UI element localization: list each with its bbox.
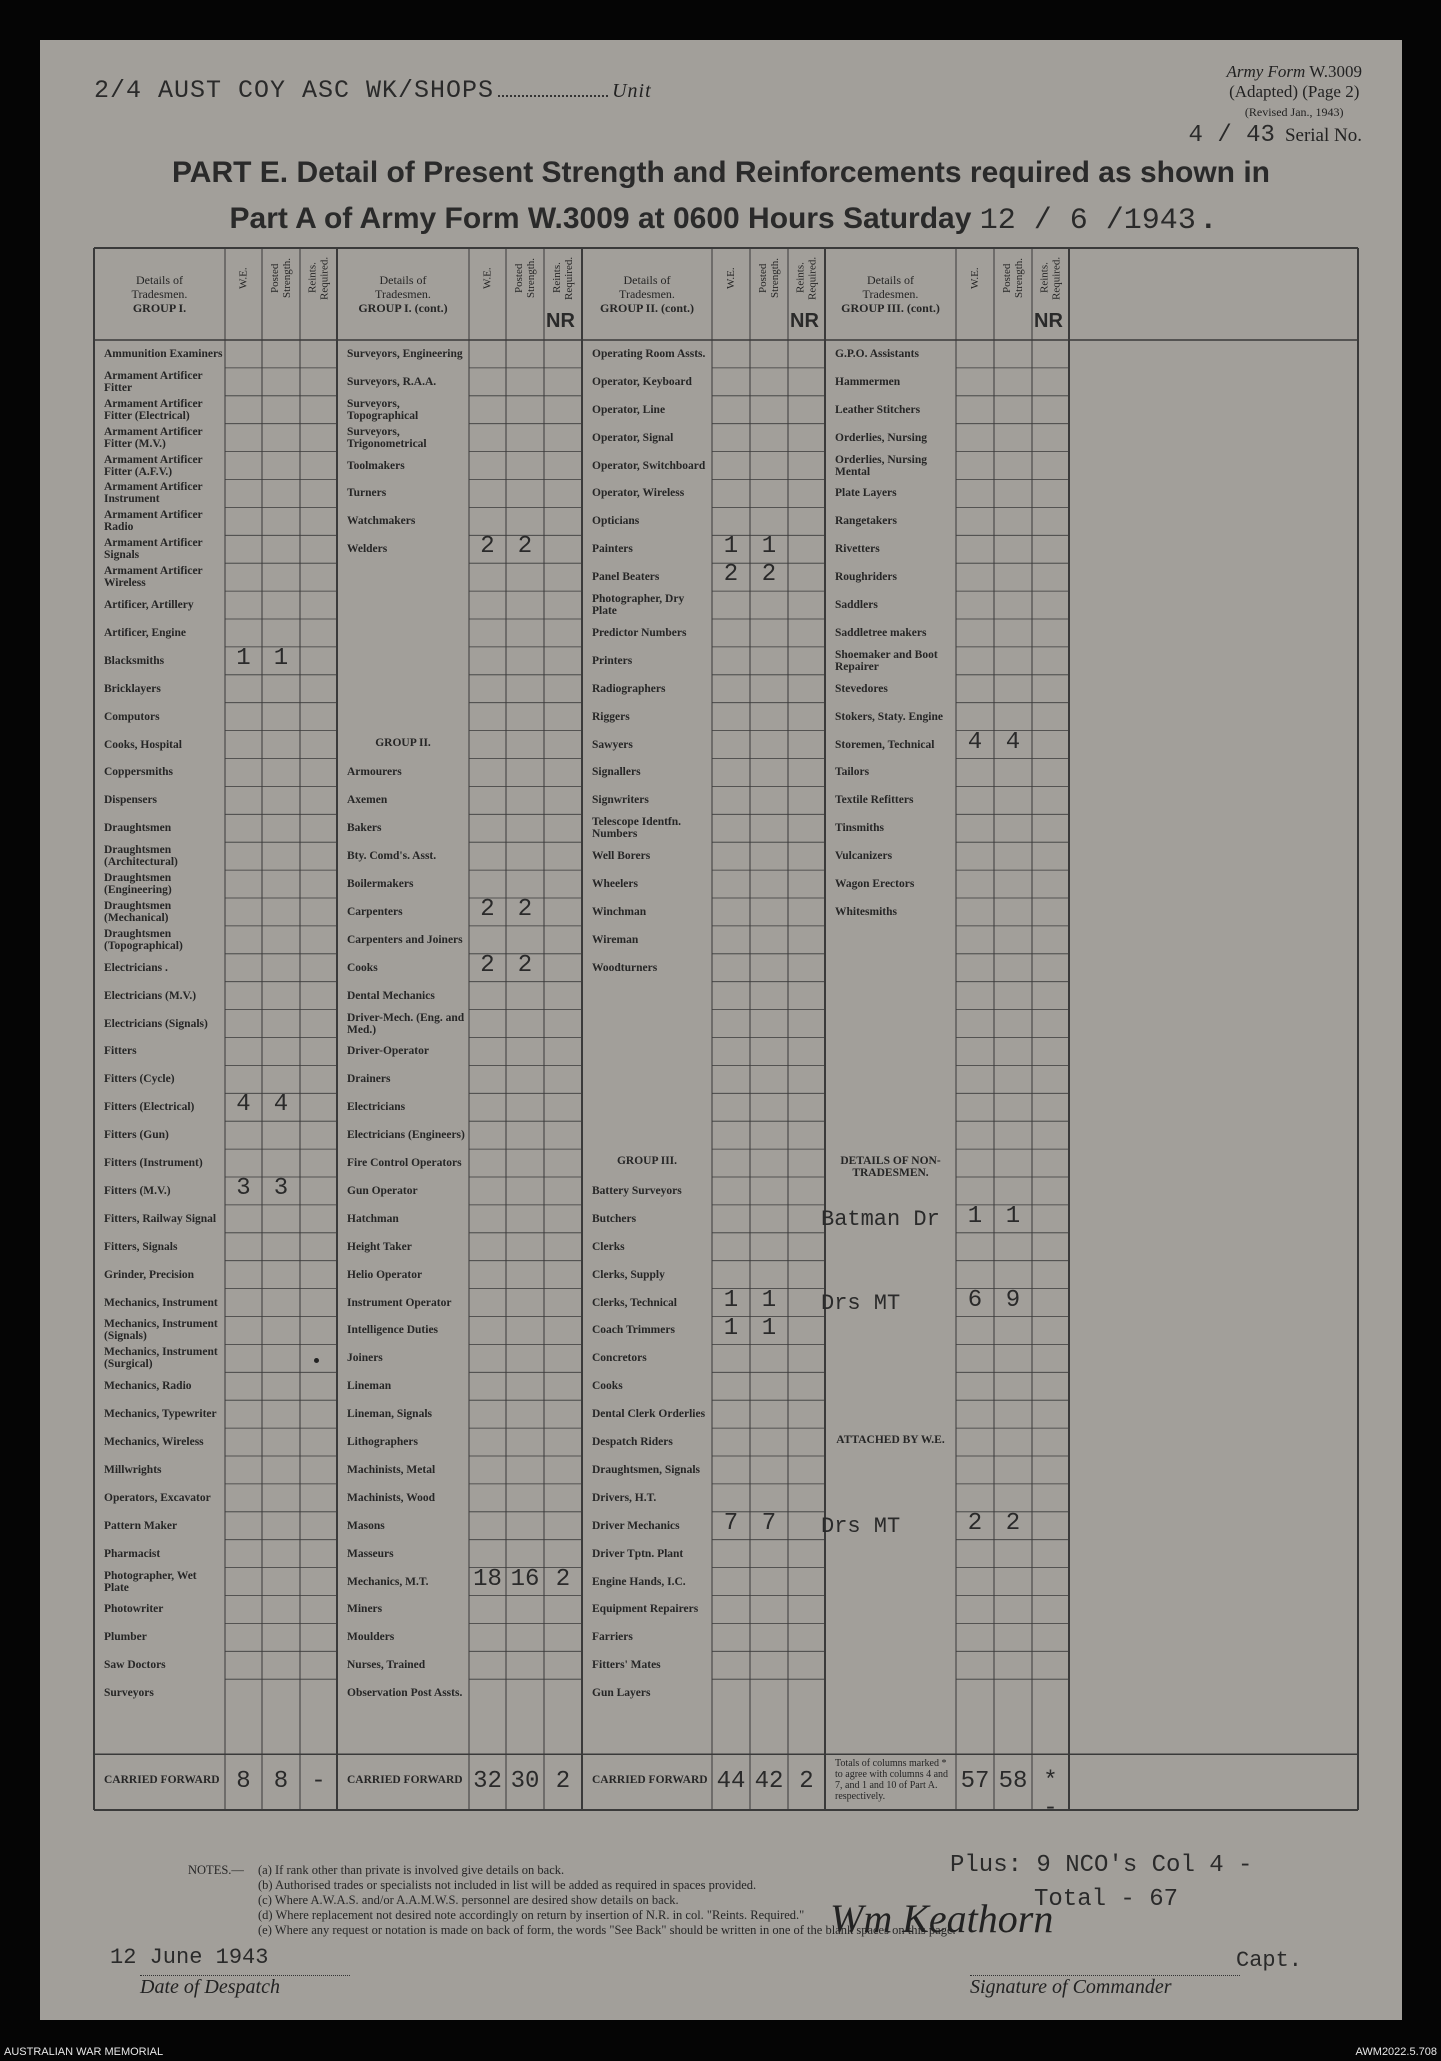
strength-value: 1 (236, 644, 251, 672)
column-header-reints: Reints. Required. (551, 256, 575, 300)
trade-label: Wagon Erectors (835, 878, 915, 891)
title-date-end: . (1195, 202, 1213, 235)
trade-label: Masons (347, 1519, 385, 1532)
strength-value: 2 (967, 1509, 983, 1537)
total-note: Total - 67 (1034, 1886, 1179, 1913)
trade-label: Mechanics, Instrument (Surgical) (104, 1346, 218, 1371)
trade-label: Operating Room Assts. (592, 347, 706, 360)
table-grid (40, 40, 1402, 2020)
trade-label: Armament Artificer Signals (104, 537, 203, 562)
header-details-line2: Tradesmen. (619, 287, 675, 301)
trade-label: Gun Operator (347, 1184, 418, 1197)
trade-label: Electricians (347, 1101, 406, 1114)
trade-label: Panel Beaters (592, 571, 660, 584)
trade-label: Hatchman (347, 1212, 399, 1225)
trade-label: Sawyers (592, 738, 633, 751)
strength-value: 4 (273, 1091, 289, 1119)
trade-label: Miners (347, 1603, 383, 1616)
note-c: (c) Where A.W.A.S. and/or A.A.M.W.S. personnel are desired show details on back. (258, 1893, 679, 1907)
carried-forward-value: * - (1043, 1768, 1058, 1823)
trade-label: Operator, Switchboard (592, 459, 706, 472)
strength-value: 7 (723, 1509, 739, 1537)
trade-label: Armament Artificer Fitter (104, 369, 203, 394)
trade-label: Tinsmiths (835, 822, 885, 835)
column-header-reints: Reints. Required. (794, 256, 819, 300)
column-header-details (584, 250, 710, 338)
trade-label: Surveyors, Trigonometrical (347, 425, 427, 450)
serial-label: Serial No. (1284, 125, 1362, 146)
trade-label: Engine Hands, I.C. (592, 1575, 686, 1588)
header-details-line1: Details of (379, 273, 427, 287)
trade-label: Fitters (Cycle) (104, 1073, 175, 1086)
strength-value: 9 (1005, 1286, 1021, 1314)
trade-label: Clerks, Supply (592, 1268, 665, 1281)
trade-label: Dental Mechanics (347, 989, 435, 1002)
trade-label: Fitters' Mates (592, 1659, 661, 1672)
trade-label: Moulders (347, 1631, 395, 1644)
trade-label: Instrument Operator (347, 1296, 452, 1309)
notes-label: NOTES.— (188, 1863, 244, 1877)
trade-label: Butchers (592, 1212, 637, 1225)
header-details-line2: Tradesmen. (375, 287, 431, 301)
trade-label: Armament Artificer Fitter (M.V.) (104, 425, 203, 450)
group-heading: GROUP II. (375, 736, 431, 749)
trade-label: Fitters, Signals (104, 1240, 178, 1253)
strength-value: 2 (517, 533, 533, 561)
trade-label: Saddlers (835, 599, 878, 612)
trade-label: Printers (592, 654, 633, 667)
trade-label: Predictor Numbers (592, 626, 687, 639)
trade-label: Vulcanizers (835, 850, 893, 863)
strength-value: 4 (236, 1091, 251, 1119)
trade-label: Mechanics, M.T. (347, 1575, 429, 1588)
trade-label: Artificer, Artillery (104, 599, 194, 612)
trade-label: Carpenters and Joiners (347, 933, 463, 946)
title-line2: Part A of Army Form W.3009 at 0600 Hours Saturday (229, 202, 972, 235)
strength-value: 2 (517, 951, 533, 979)
non-tradesman-entry: Batman Dr (821, 1206, 940, 1232)
note-b: (b) Authorised trades or specialists not included in list will be added as required in spaces provided. (258, 1878, 757, 1892)
header-group: GROUP II. (cont.) (600, 301, 694, 315)
strength-value: 2 (480, 533, 495, 561)
trade-label: Riggers (592, 710, 630, 723)
trade-label: Woodturners (592, 961, 658, 974)
trade-label: Equipment Repairers (592, 1603, 699, 1616)
trade-label: Axemen (347, 794, 388, 807)
header-group: GROUP I. (cont.) (358, 301, 448, 315)
form-line1: Army Form (1226, 62, 1306, 81)
column-header-details (339, 250, 467, 338)
trade-label: Surveyors, Topographical (347, 397, 419, 422)
group-heading: DETAILS OF NON-TRADESMEN. (840, 1155, 941, 1180)
trade-label: Signallers (592, 766, 641, 779)
strength-value: 1 (967, 1202, 983, 1230)
trade-label: Cooks (592, 1380, 623, 1393)
trade-label: Farriers (592, 1631, 633, 1644)
trade-label: Lineman (347, 1380, 392, 1393)
form-paper (40, 40, 1402, 2020)
trade-label: Photowriter (104, 1603, 164, 1616)
form-line2: (Adapted) (Page 2) (1229, 82, 1360, 101)
trade-label: Mechanics, Typewriter (104, 1408, 217, 1421)
carried-forward-value: 8 (273, 1768, 289, 1796)
trade-label: Textile Refitters (835, 794, 914, 807)
trade-label: Machinists, Metal (347, 1463, 436, 1476)
trade-label: Saddletree makers (835, 626, 927, 639)
column-header-reints: Reints. Required. (306, 256, 331, 300)
trade-label: Tailors (835, 766, 870, 779)
trade-label: Photographer, Dry Plate (592, 593, 685, 618)
strength-value: 2 (480, 896, 495, 923)
trade-label: Operator, Keyboard (592, 375, 692, 388)
trade-label: Stevedores (835, 682, 888, 695)
trade-label: Whitesmiths (835, 905, 897, 918)
trade-label: Computors (104, 710, 160, 723)
trade-label: Signwriters (592, 794, 649, 807)
trade-label: Rivetters (835, 543, 880, 556)
strength-value: 2 (761, 561, 777, 589)
trade-label: Opticians (592, 515, 640, 528)
header-details-line1: Details of (136, 273, 183, 287)
trade-label: Electricians (Signals) (104, 1017, 208, 1030)
trade-label: Bakers (347, 822, 382, 835)
form-number: W.3009 (1309, 62, 1362, 81)
trade-label: Battery Surveyors (592, 1184, 682, 1197)
strength-value: 1 (761, 1286, 777, 1314)
archive-id: AWM2022.5.708 (1355, 2046, 1437, 2058)
trade-label: Armament Artificer Radio (104, 509, 203, 534)
trade-label: Masseurs (347, 1547, 394, 1560)
trade-label: Draughtsmen (Architectural) (104, 844, 178, 869)
trade-label: Watchmakers (347, 515, 416, 528)
serial-value: 4 / 43 (1188, 122, 1275, 149)
title-date-hand: 3 (1177, 204, 1196, 238)
carried-forward-value: 57 (960, 1768, 990, 1796)
signature-label: Signature of Commander (970, 1975, 1240, 1999)
trade-label: Armament Artificer Wireless (104, 565, 203, 590)
trade-label: Cooks, Hospital (104, 738, 182, 751)
trade-label: Fitters (M.V.) (104, 1184, 171, 1197)
trade-label: Operator, Signal (592, 431, 674, 444)
trade-label: Operator, Line (592, 403, 666, 416)
header-details-line1: Details of (867, 273, 914, 287)
nr-stamp: NR (790, 310, 819, 332)
totals-note: Totals of columns marked * to agree with columns 4 and 7, and 1 and 10 of Part A. respectively. (835, 1758, 949, 1803)
strength-value: 18 (473, 1565, 502, 1593)
trade-label: Despatch Riders (592, 1436, 673, 1449)
trade-label: Winchman (592, 905, 647, 918)
trade-label: Blacksmiths (104, 654, 165, 667)
trade-label: Drivers, H.T. (592, 1491, 657, 1504)
column-header-we: W.E. (481, 267, 494, 289)
trade-label: Observation Post Assts. (347, 1687, 463, 1700)
strength-value: 1 (723, 1314, 739, 1342)
strength-value: 2 (1005, 1509, 1021, 1537)
trade-label: Hammermen (835, 375, 901, 388)
despatch-date: 12 June 1943 (110, 1945, 269, 1970)
trade-label: Operators, Excavator (104, 1491, 211, 1504)
trade-label: Surveyors, Engineering (347, 347, 463, 360)
strength-value: 16 (510, 1565, 540, 1593)
header-group: GROUP I. (132, 301, 187, 315)
trade-label: Machinists, Wood (347, 1491, 435, 1504)
trade-label: Driver Mechanics (592, 1519, 680, 1532)
column-header-posted: Posted Strength. (269, 257, 293, 299)
trade-label: G.P.O. Assistants (835, 347, 919, 360)
unit-value: 2/4 AUST COY ASC WK/SHOPS (94, 76, 495, 105)
trade-label: Dental Clerk Orderlies (592, 1408, 706, 1421)
carried-forward-label: CARRIED FORWARD (592, 1774, 708, 1787)
carried-forward-value: 32 (473, 1768, 502, 1796)
trade-label: Fitters, Railway Signal (104, 1212, 217, 1225)
trade-label: Orderlies, Nursing Mental (835, 453, 927, 478)
title-date: 12 / 6 /194 (979, 204, 1178, 238)
carried-forward-value: 2 (555, 1768, 571, 1796)
trade-label: Cooks (347, 961, 378, 974)
trade-label: Surveyors (104, 1687, 154, 1700)
trade-label: Coach Trimmers (592, 1324, 675, 1337)
trade-label: Mechanics, Instrument (104, 1296, 218, 1309)
carried-forward-label: CARRIED FORWARD (104, 1774, 220, 1787)
archive-credit: AUSTRALIAN WAR MEMORIAL (4, 2046, 164, 2058)
column-header-posted: Posted Strength. (757, 257, 781, 299)
trade-label: Painters (592, 543, 633, 556)
trade-label: Draughtsmen (Topographical) (104, 927, 183, 952)
carried-forward-value: 58 (998, 1768, 1028, 1796)
trade-label: Mechanics, Instrument (Signals) (104, 1318, 218, 1343)
form-line3: (Revised Jan., 1943) (1244, 105, 1344, 119)
trade-label: Fitters (Instrument) (104, 1157, 203, 1170)
strength-value: 2 (723, 561, 739, 589)
trade-label: Stokers, Staty. Engine (835, 710, 943, 723)
trade-label: Storemen, Technical (835, 738, 935, 751)
commander-rank: Capt. (1236, 1948, 1303, 1973)
trade-label: Plate Layers (835, 487, 897, 500)
column-header-we: W.E. (725, 267, 737, 289)
trade-label: Clerks (592, 1240, 625, 1253)
trade-label: Bty. Comd's. Asst. (347, 850, 437, 863)
column-header-posted: Posted Strength. (513, 257, 537, 299)
trade-label: Saw Doctors (104, 1659, 166, 1672)
strength-value: 1 (761, 533, 777, 561)
trade-label: Electricians (Engineers) (347, 1129, 465, 1142)
trade-label: Fitters (104, 1045, 137, 1058)
trade-label: Millwrights (104, 1463, 162, 1476)
column-header-posted: Posted Strength. (1001, 257, 1025, 299)
strength-value: 1 (723, 533, 739, 561)
trade-label: Wireman (592, 933, 639, 946)
trade-label: Nurses, Trained (347, 1659, 426, 1672)
trade-label: Height Taker (347, 1240, 412, 1253)
trade-label: Turners (347, 487, 387, 500)
strength-value: 7 (761, 1509, 777, 1537)
trade-label: Photographer, Wet Plate (104, 1569, 197, 1594)
trade-label: Grinder, Precision (104, 1268, 195, 1281)
trade-label: Gun Layers (592, 1687, 651, 1700)
trade-label: Joiners (347, 1352, 383, 1365)
column-header-we: W.E. (237, 267, 250, 289)
note-a: (a) If rank other than private is involved give details on back. (258, 1863, 565, 1877)
trade-label: Lineman, Signals (347, 1408, 432, 1421)
trade-label: Mechanics, Radio (104, 1380, 192, 1393)
carried-forward-value: - (311, 1768, 326, 1796)
trade-label: Dispensers (104, 794, 158, 807)
trade-label: Coppersmiths (104, 766, 174, 779)
nr-stamp: NR (546, 310, 575, 332)
unit-label: Unit (612, 80, 652, 102)
group-heading: GROUP III. (616, 1155, 678, 1168)
non-tradesman-entry: Drs MT (821, 1290, 901, 1316)
trade-label: Well Borers (592, 850, 651, 863)
note-d: (d) Where replacement not desired note accordingly on return by insertion of N.R. in col. "Reints. Required." (258, 1908, 805, 1922)
strength-value: 2 (517, 896, 533, 923)
strength-value: 4 (967, 728, 983, 756)
trade-label: Clerks, Technical (592, 1296, 677, 1309)
carried-forward-label: CARRIED FORWARD (347, 1774, 463, 1787)
header-details-line2: Tradesmen. (862, 287, 919, 301)
strength-value: 3 (236, 1175, 251, 1202)
trade-label: Artificer, Engine (104, 626, 186, 639)
trade-label: Armament Artificer Instrument (104, 481, 203, 506)
column-header-details (827, 250, 954, 338)
trade-label: Orderlies, Nursing (835, 431, 927, 444)
carried-forward-value: 30 (510, 1768, 540, 1796)
column-header-we: W.E. (969, 267, 981, 289)
header-details-line1: Details of (623, 273, 671, 287)
trade-label: Draughtsmen (Mechanical) (104, 899, 172, 924)
trade-label: Rangetakers (835, 515, 897, 528)
carried-forward-value: 44 (716, 1768, 746, 1796)
trade-label: Drainers (347, 1073, 391, 1086)
note-e: (e) Where any request or notation is made on back of form, the words "See Back" should be written in one of the blank spaces on this page. (258, 1923, 956, 1937)
carried-forward-value: 42 (754, 1768, 784, 1796)
trade-label: Electricians . (104, 961, 168, 974)
strength-value: 4 (1005, 728, 1021, 756)
trade-label: Ammunition Examiners (104, 347, 223, 360)
trade-label: Pharmacist (104, 1547, 161, 1560)
trade-label: Armament Artificer Fitter (Electrical) (104, 397, 203, 422)
group-heading: ATTACHED BY W.E. (836, 1434, 945, 1447)
strength-value: 2 (480, 951, 495, 979)
column-header-details (96, 250, 223, 338)
strength-value: 3 (273, 1175, 289, 1202)
title-line1: PART E. Detail of Present Strength and Reinforcements required as shown in (172, 156, 1270, 189)
strength-value: 6 (967, 1286, 983, 1314)
strength-value: 1 (1005, 1202, 1021, 1230)
trade-label: Roughriders (835, 571, 897, 584)
trade-label: Draughtsmen, Signals (592, 1463, 700, 1476)
trade-label: Fitters (Electrical) (104, 1101, 195, 1114)
trade-label: Pattern Maker (104, 1519, 178, 1532)
commander-signature: Wm Keathorn (830, 1896, 1054, 1941)
plus-nco-note: Plus: 9 NCO's Col 4 - (950, 1852, 1253, 1879)
header-details-line2: Tradesmen. (131, 287, 188, 301)
trade-label: Draughtsmen (Engineering) (104, 872, 172, 897)
trade-label: Armourers (347, 766, 402, 779)
trade-label: Surveyors, R.A.A. (347, 375, 437, 388)
trade-label: Helio Operator (347, 1268, 423, 1281)
trade-label: Carpenters (347, 905, 403, 918)
trade-label: Driver Tptn. Plant (592, 1547, 684, 1560)
trade-label: Draughtsmen (104, 822, 172, 835)
trade-label: Mechanics, Wireless (104, 1436, 204, 1449)
trade-label: Bricklayers (104, 682, 161, 695)
trade-label: Plumber (104, 1631, 147, 1644)
trade-label: Driver-Mech. (Eng. and Med.) (347, 1011, 465, 1036)
trade-label: Telescope Identfn. Numbers (592, 816, 682, 841)
strength-value: 2 (555, 1565, 571, 1593)
trade-label: Wheelers (592, 878, 638, 891)
non-tradesman-entry: Drs MT (821, 1513, 901, 1539)
strength-value: 1 (761, 1314, 777, 1342)
nr-stamp: NR (1034, 310, 1063, 332)
trade-label: Electricians (M.V.) (104, 989, 197, 1002)
header-group: GROUP III. (cont.) (841, 301, 940, 315)
trade-label: Armament Artificer Fitter (A.F.V.) (104, 453, 203, 478)
trade-label: Intelligence Duties (347, 1324, 439, 1337)
trade-label: Fire Control Operators (347, 1157, 462, 1170)
trade-label: Radiographers (592, 682, 666, 695)
trade-label: Operator, Wireless (592, 487, 685, 500)
trade-label: Driver-Operator (347, 1045, 429, 1058)
trade-label: Fitters (Gun) (104, 1129, 169, 1142)
strength-value: 1 (723, 1286, 739, 1314)
trade-label: Concretors (592, 1352, 647, 1365)
carried-forward-value: 2 (799, 1768, 814, 1796)
trade-label: Toolmakers (347, 459, 405, 472)
trade-label: Leather Stitchers (835, 403, 921, 416)
column-header-reints: Reints. Required. (1038, 256, 1063, 300)
trade-label: Boilermakers (347, 878, 414, 891)
strength-value: 1 (273, 644, 289, 672)
trade-label: Welders (347, 543, 388, 556)
carried-forward-value: 8 (236, 1768, 251, 1796)
trade-label: Shoemaker and Boot Repairer (835, 648, 938, 673)
despatch-date-label: Date of Despatch (140, 1975, 350, 1999)
trade-label: Lithographers (347, 1436, 418, 1449)
